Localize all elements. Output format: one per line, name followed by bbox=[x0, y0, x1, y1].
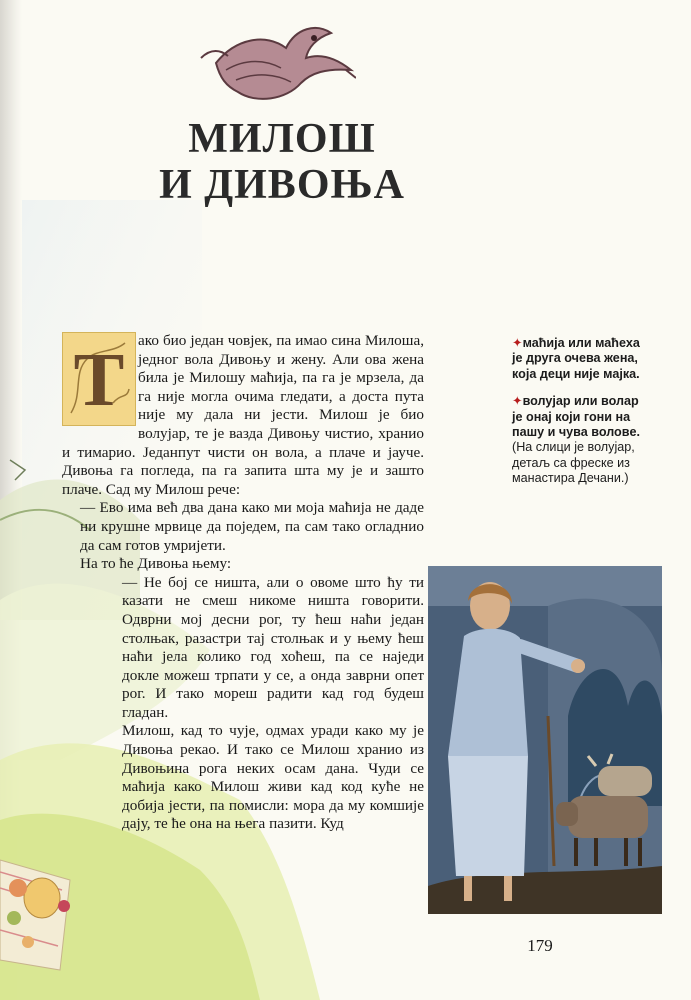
glossary-sidebar bbox=[512, 336, 640, 499]
paragraph-1: ако био један човјек, па имао сина Милоша, једног вола Дивоњу и жену. Али ова жена била је Милошу маћија, па га је мрзела, да га није могла очима гледати, а доста пута није му дала ни јести. Милош је био волујар, те је вазда Дивоњу чистио, хранио и тимарио. Једанпут чисти он вола, а плаче и јауче. Дивоња га погледа, па га запита шта му је и зашто плаче. Сад му Милош рече: bbox=[62, 332, 424, 498]
glossary-term: волујар bbox=[522, 394, 571, 409]
glossary-image-note: (На слици је волујар, детаљ са фреске из манастира Дечани.) bbox=[512, 440, 635, 486]
paragraph-2: — Ево има већ два дана како ми моја маћија не даде ни крушне мрвице да поједем, па сам тако огладнио да сам готов умријети. bbox=[80, 499, 424, 554]
paragraph-4: — Не бој се ништа, али о овоме што ћу ти казати не смеш никоме ништа говорити. Одврни мој десни рог, ту ћеш наћи један столњак, разастри тај столњак и у њему ћеш наћи јела колико год хоћеш, па се наједи докле можеш трпати у се, а онда заврни опет рог. И тако мореш радити кад год будеш гладан. bbox=[122, 573, 424, 721]
paragraph-5: Милош, кад то чује, одмах уради како му је Дивоња рекао. И тако се Милош хранио из Дивоњина рога неких осам дана. Чуди се маћија како Милош живи кад код куће не добија јести, па помисли: мора да му комшије дају, те ће она на њега пазити. Куд bbox=[122, 722, 424, 833]
fresco-herdsman-image bbox=[428, 566, 662, 914]
story-title bbox=[142, 116, 422, 208]
paragraph-3: На то ће Дивоња њему: bbox=[80, 555, 232, 573]
diamond-bullet-icon: ✦ bbox=[512, 336, 523, 350]
dropcap-letter: Т bbox=[73, 338, 125, 422]
glossary-item bbox=[512, 394, 640, 486]
story-title-line1: МИЛОШ bbox=[188, 116, 376, 162]
picnic-blanket bbox=[0, 860, 70, 970]
glossary-definition: или маћеха је друга очева жена, која деци није мајка. bbox=[512, 336, 640, 381]
glossary-definition: или волар је онај који гони на пашу и чува воловe. bbox=[512, 394, 640, 440]
story-body bbox=[62, 332, 424, 834]
dropcap-spacer bbox=[62, 332, 138, 426]
glossary-item bbox=[512, 336, 640, 382]
glossary-term: маћија bbox=[522, 336, 565, 350]
diamond-bullet-icon: ✦ bbox=[512, 394, 523, 409]
dragon-emblem-icon bbox=[196, 8, 356, 108]
page-number: 179 bbox=[527, 936, 553, 955]
story-title-line2: И ДИВОЊА bbox=[159, 162, 405, 208]
